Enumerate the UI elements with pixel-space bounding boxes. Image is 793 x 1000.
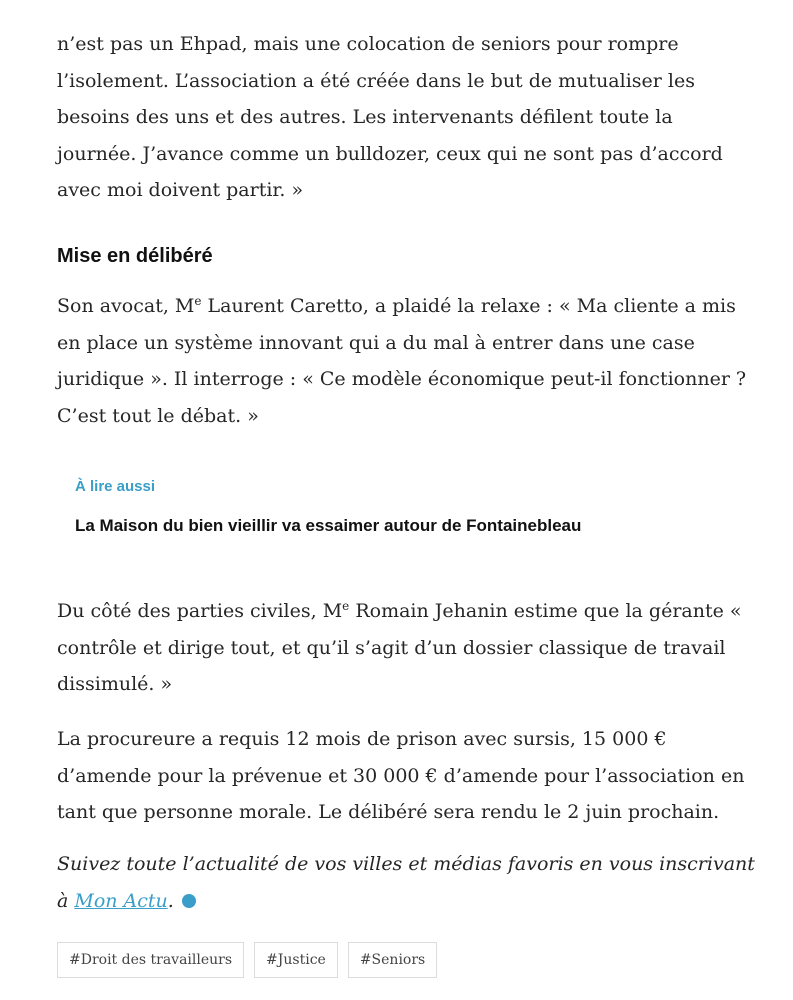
follow-end: . <box>167 889 174 912</box>
read-also-label: À lire aussi <box>75 478 156 495</box>
section-heading: Mise en délibéré <box>57 245 213 267</box>
read-also-link[interactable]: La Maison du bien vieillir va essaimer autour de Fontainebleau <box>75 516 582 535</box>
tag-droit-des-travailleurs[interactable]: #Droit des travailleurs <box>57 942 244 978</box>
paragraph-prosecutor: La procureure a requis 12 mois de prison avec sursis, 15 000 € d’amende pour la prévenue et 30 000 € d’amende pour l’association en tant que personne morale. Le délibéré sera rendu le 2 juin prochain. <box>57 728 745 823</box>
text-segment: Romain Jehanin estime que la gérante « contrôle et dirige tout, et qu’il s’agit d’un dossier classique de travail dissimulé. » <box>57 600 742 695</box>
text-segment: Laurent Caretto, a plaidé la relaxe : « Ma cliente a mis en place un système innovant qui a du mal à entrer dans une case juridique ». Il interroge : « Ce modèle économique peut-il fonctionner ? C’est tout le débat. » <box>57 295 747 427</box>
paragraph-civil-parties <box>57 593 757 703</box>
mon-actu-link[interactable]: Mon Actu <box>74 889 168 912</box>
tag-list <box>57 942 437 978</box>
tag-justice[interactable]: #Justice <box>254 942 338 978</box>
superscript: e <box>342 599 350 613</box>
paragraph-follow <box>57 846 757 919</box>
text-segment: Du côté des parties civiles, M <box>57 600 343 622</box>
superscript: e <box>194 294 202 308</box>
follow-text: Suivez toute l’actualité de vos villes et médias favoris en vous inscrivant à <box>57 853 755 912</box>
text-segment: Son avocat, M <box>57 295 195 317</box>
paragraph-defense <box>57 288 757 434</box>
tag-seniors[interactable]: #Seniors <box>348 942 437 978</box>
paragraph-quote-end: n’est pas un Ehpad, mais une colocation de seniors pour rompre l’isolement. L’association a été créée dans le but de mutualiser les besoins des uns et des autres. Les intervenants défilent toute la journée. J’avance comme un bulldozer, ceux qui ne sont pas d’accord avec moi doivent partir. » <box>57 33 723 201</box>
dot-icon <box>182 894 196 908</box>
